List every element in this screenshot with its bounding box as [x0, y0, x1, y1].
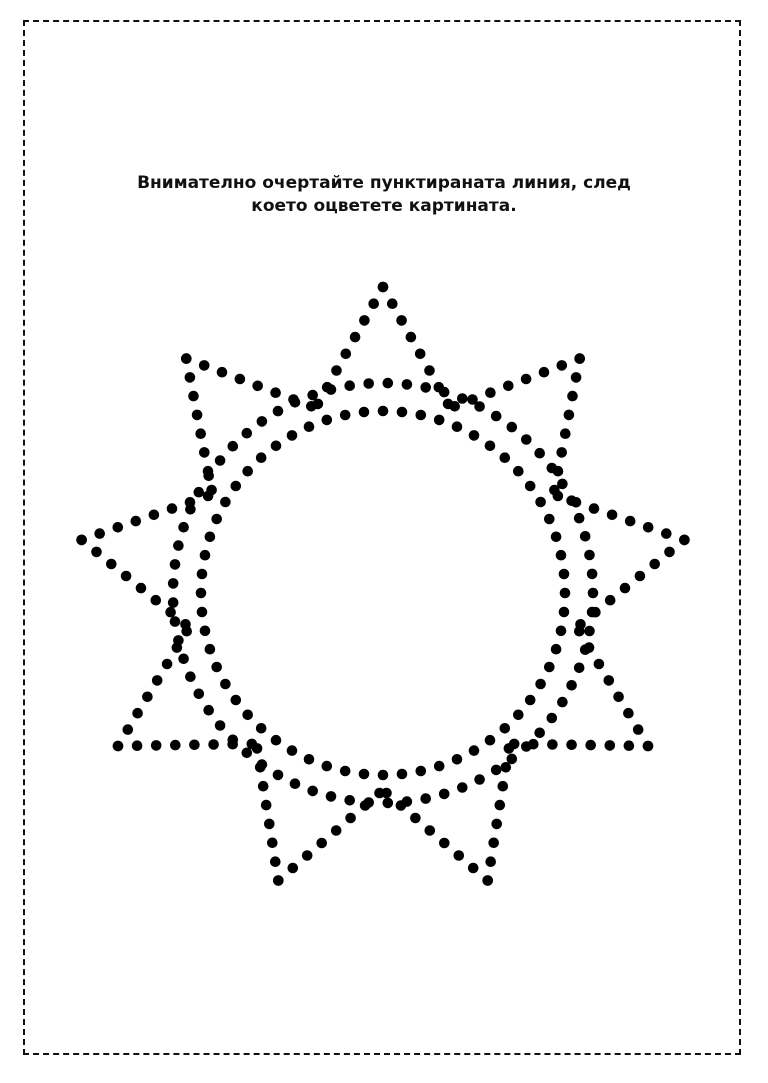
outer-circle-dot: [457, 782, 468, 793]
ray-dot: [378, 282, 389, 293]
outer-circle-dot: [574, 513, 585, 524]
ray-dot: [439, 838, 450, 849]
ray-dot: [331, 365, 342, 376]
inner-circle-dot: [378, 770, 389, 781]
outer-circle-dot: [215, 455, 226, 466]
ray-dot: [396, 315, 407, 326]
outer-circle-dot: [588, 588, 599, 599]
ray-dot: [264, 819, 275, 830]
ray-dot: [123, 724, 134, 735]
ray-dot: [165, 607, 176, 618]
inner-circle-dot: [340, 766, 351, 777]
ray-dot: [170, 740, 181, 751]
ray-dot: [192, 410, 203, 421]
ray-dot: [181, 353, 192, 364]
ray-dot: [270, 856, 281, 867]
ray-dot: [553, 491, 564, 502]
outer-circle-dot: [580, 531, 591, 542]
ray-dot: [424, 365, 435, 376]
inner-circle-dot: [559, 569, 570, 580]
outer-circle-dot: [203, 705, 214, 716]
ray-dot: [227, 739, 238, 750]
ray-dot: [132, 708, 143, 719]
ray-dot: [589, 503, 600, 514]
ray-dot: [406, 332, 417, 343]
outer-circle-dot: [587, 569, 598, 580]
inner-circle-dot: [513, 466, 524, 477]
inner-circle-dot: [197, 569, 208, 580]
ray-dot: [584, 642, 595, 653]
inner-circle-dot: [205, 644, 216, 655]
inner-circle-dot: [525, 481, 536, 492]
inner-circle-dot: [242, 710, 253, 721]
ray-dot: [261, 800, 272, 811]
ray-dot: [288, 863, 299, 874]
ray-dot: [605, 595, 616, 606]
ray-dot: [350, 332, 361, 343]
ray-dot: [359, 315, 370, 326]
ray-dot: [643, 522, 654, 533]
ray-dot: [142, 692, 153, 703]
outer-circle-dot: [170, 616, 181, 627]
outer-circle-dot: [326, 791, 337, 802]
ray-dot: [604, 675, 615, 686]
inner-circle-dot: [200, 550, 211, 561]
ray-dot: [649, 559, 660, 570]
ray-dot: [167, 503, 178, 514]
ray-dot: [410, 813, 421, 824]
ray-dot: [590, 607, 601, 618]
ray-dot: [172, 642, 183, 653]
outer-circle-dot: [170, 559, 181, 570]
inner-circle-dot: [560, 588, 571, 599]
outer-circle-dot: [566, 680, 577, 691]
outer-circle-dot: [168, 597, 179, 608]
ray-dot: [556, 447, 567, 458]
outer-circle-dot: [420, 793, 431, 804]
outer-circle-dot: [215, 720, 226, 731]
outer-circle-dot: [242, 428, 253, 439]
inner-circle-dot: [271, 441, 282, 452]
ray-dot: [415, 349, 426, 360]
inner-circle-dot: [556, 626, 567, 637]
inner-circle-dot: [359, 769, 370, 780]
inner-circle-dot: [205, 532, 216, 543]
outer-circle-dot: [344, 795, 355, 806]
outer-circle-dot: [420, 382, 431, 393]
ray-dot: [571, 372, 582, 383]
ray-dot: [547, 739, 558, 750]
inner-circle-dot: [231, 481, 242, 492]
ray-dot: [252, 381, 263, 392]
outer-circle-dot: [173, 540, 184, 551]
inner-circle-dot: [551, 532, 562, 543]
inner-circle-dot: [535, 679, 546, 690]
inner-circle-dot: [485, 735, 496, 746]
ray-dot: [206, 485, 217, 496]
ray-dot: [302, 850, 313, 861]
ray-dot: [306, 401, 317, 412]
inner-circle-dot: [287, 745, 298, 756]
ray-dot: [106, 559, 117, 570]
outer-circle-dot: [383, 798, 394, 809]
ray-dot: [273, 875, 284, 886]
ray-dot: [258, 781, 269, 792]
outer-circle-dot: [290, 778, 301, 789]
ray-dot: [467, 394, 478, 405]
instruction-line-2: което оцветете картината.: [251, 196, 517, 216]
outer-circle-dot: [439, 789, 450, 800]
ray-dot: [503, 381, 514, 392]
outer-circle-dot: [273, 406, 284, 417]
inner-circle-dot: [287, 430, 298, 441]
ray-dot: [235, 374, 246, 385]
inner-circle-dot: [469, 745, 480, 756]
ray-dot: [485, 856, 496, 867]
outer-circle-dot: [178, 654, 189, 665]
ray-dot: [132, 740, 143, 751]
inner-circle-dot: [434, 761, 445, 772]
ray-dot: [151, 740, 162, 751]
ray-dot: [633, 724, 644, 735]
ray-dot: [485, 387, 496, 398]
inner-circle-dot: [220, 679, 231, 690]
ray-dot: [255, 762, 266, 773]
ray-dot: [185, 497, 196, 508]
ray-dot: [288, 394, 299, 405]
inner-circle-dot: [452, 421, 463, 432]
ray-dot: [316, 838, 327, 849]
ray-dot: [162, 659, 173, 670]
inner-circle-dot: [220, 497, 231, 508]
ray-dot: [501, 762, 512, 773]
outer-circle-dot: [402, 379, 413, 390]
inner-circle-dot: [196, 588, 207, 599]
ray-dot: [623, 708, 634, 719]
ray-dot: [557, 360, 568, 371]
ray-dot: [498, 781, 509, 792]
ray-dot: [360, 800, 371, 811]
outer-circle-dot: [273, 770, 284, 781]
ray-dot: [425, 825, 436, 836]
inner-circle-dot: [452, 754, 463, 765]
inner-circle-dot: [513, 710, 524, 721]
ray-dot: [491, 819, 502, 830]
outer-circle-dot: [574, 663, 585, 674]
inner-circle-dot: [500, 452, 511, 463]
inner-circle-dot: [416, 410, 427, 421]
ray-dot: [635, 571, 646, 582]
ray-dot: [203, 466, 214, 477]
ray-dot: [495, 800, 506, 811]
ray-dot: [539, 367, 550, 378]
instruction-line-1: Внимателно очертайте пунктираната линия, след: [137, 173, 631, 193]
ray-dot: [504, 743, 515, 754]
outer-circle-dot: [491, 411, 502, 422]
outer-circle-dot: [307, 786, 318, 797]
inner-circle-dot: [197, 607, 208, 618]
inner-circle-dot: [559, 607, 570, 618]
ray-dot: [571, 497, 582, 508]
outer-circle-dot: [363, 378, 374, 389]
inner-circle-dot: [469, 430, 480, 441]
ray-dot: [434, 382, 445, 393]
ray-dot: [625, 516, 636, 527]
ray-dot: [199, 447, 210, 458]
ray-dot: [113, 741, 124, 752]
outer-circle-dot: [168, 578, 179, 589]
ray-dot: [553, 466, 564, 477]
sun-inner-dotted-circle: [196, 406, 571, 781]
ray-dot: [624, 740, 635, 751]
outer-circle-dot: [307, 390, 318, 401]
ray-dot: [564, 410, 575, 421]
ray-dot: [149, 510, 160, 521]
ray-dot: [270, 387, 281, 398]
ray-dot: [488, 838, 499, 849]
inner-circle-dot: [211, 514, 222, 525]
inner-circle-dot: [242, 466, 253, 477]
ray-dot: [387, 298, 398, 309]
ray-dot: [345, 813, 356, 824]
ray-dot: [661, 528, 672, 539]
ray-dot: [267, 838, 278, 849]
ray-dot: [151, 595, 162, 606]
ray-dot: [566, 740, 577, 751]
ray-dot: [188, 391, 199, 402]
ray-dot: [152, 675, 163, 686]
inner-circle-dot: [322, 761, 333, 772]
outer-circle-dot: [584, 626, 595, 637]
ray-dot: [528, 739, 539, 750]
inner-circle-dot: [485, 441, 496, 452]
ray-dot: [574, 626, 585, 637]
inner-circle-dot: [211, 662, 222, 673]
ray-dot: [131, 516, 142, 527]
ray-dot: [482, 875, 493, 886]
ray-dot: [374, 788, 385, 799]
inner-circle-dot: [378, 406, 389, 417]
inner-circle-dot: [544, 514, 555, 525]
ray-dot: [594, 659, 605, 670]
inner-circle-dot: [322, 415, 333, 426]
outer-circle-dot: [178, 522, 189, 533]
ray-dot: [113, 522, 124, 533]
inner-circle-dot: [434, 415, 445, 426]
ray-dot: [574, 353, 585, 364]
inner-circle-dot: [304, 421, 315, 432]
inner-circle-dot: [416, 766, 427, 777]
ray-dot: [121, 571, 132, 582]
outer-circle-dot: [557, 697, 568, 708]
outer-circle-dot: [242, 748, 253, 759]
outer-circle-dot: [534, 728, 545, 739]
inner-circle-dot: [535, 497, 546, 508]
inner-circle-dot: [304, 754, 315, 765]
ray-dot: [643, 741, 654, 752]
inner-circle-dot: [397, 407, 408, 418]
inner-circle-dot: [525, 695, 536, 706]
ray-dot: [189, 740, 200, 751]
outer-circle-dot: [228, 441, 239, 452]
outer-circle-dot: [534, 448, 545, 459]
ray-dot: [620, 583, 631, 594]
ray-dot: [136, 583, 147, 594]
ray-dot: [560, 428, 571, 439]
outer-circle-dot: [491, 765, 502, 776]
outer-circle-dot: [521, 434, 532, 445]
inner-circle-dot: [359, 407, 370, 418]
ray-dot: [454, 850, 465, 861]
inner-circle-dot: [256, 723, 267, 734]
ray-dot: [94, 528, 105, 539]
ray-dot: [199, 360, 210, 371]
inner-circle-dot: [556, 550, 567, 561]
ray-dot: [76, 535, 87, 546]
outer-circle-dot: [547, 713, 558, 724]
inner-circle-dot: [397, 769, 408, 780]
outer-circle-dot: [457, 393, 468, 404]
inner-circle-dot: [340, 410, 351, 421]
outer-circle-dot: [185, 671, 196, 682]
outer-circle-dot: [344, 380, 355, 391]
ray-dot: [521, 374, 532, 385]
inner-circle-dot: [500, 723, 511, 734]
ray-dot: [331, 825, 342, 836]
inner-circle-dot: [200, 626, 211, 637]
ray-dot: [208, 739, 219, 750]
ray-dot: [449, 401, 460, 412]
ray-dot: [341, 349, 352, 360]
inner-circle-dot: [271, 735, 282, 746]
outer-circle-dot: [383, 378, 394, 389]
ray-dot: [195, 428, 206, 439]
ray-dot: [322, 382, 333, 393]
ray-dot: [368, 298, 379, 309]
ray-dot: [396, 800, 407, 811]
ray-dot: [180, 619, 191, 630]
outer-circle-dot: [257, 416, 268, 427]
inner-circle-dot: [551, 644, 562, 655]
ray-dot: [91, 547, 102, 558]
outer-circle-dot: [194, 689, 205, 700]
outer-circle-dot: [194, 487, 205, 498]
inner-circle-dot: [544, 662, 555, 673]
ray-dot: [567, 391, 578, 402]
outer-circle-dot: [474, 774, 485, 785]
ray-dot: [585, 740, 596, 751]
ray-dot: [185, 372, 196, 383]
outer-circle-dot: [584, 550, 595, 561]
outer-circle-dot: [507, 422, 518, 433]
ray-dot: [247, 739, 258, 750]
ray-dot: [605, 740, 616, 751]
ray-dot: [217, 367, 228, 378]
ray-dot: [664, 547, 675, 558]
ray-dot: [607, 510, 618, 521]
ray-dot: [679, 535, 690, 546]
inner-circle-dot: [256, 452, 267, 463]
inner-circle-dot: [231, 695, 242, 706]
ray-dot: [613, 692, 624, 703]
ray-dot: [468, 863, 479, 874]
